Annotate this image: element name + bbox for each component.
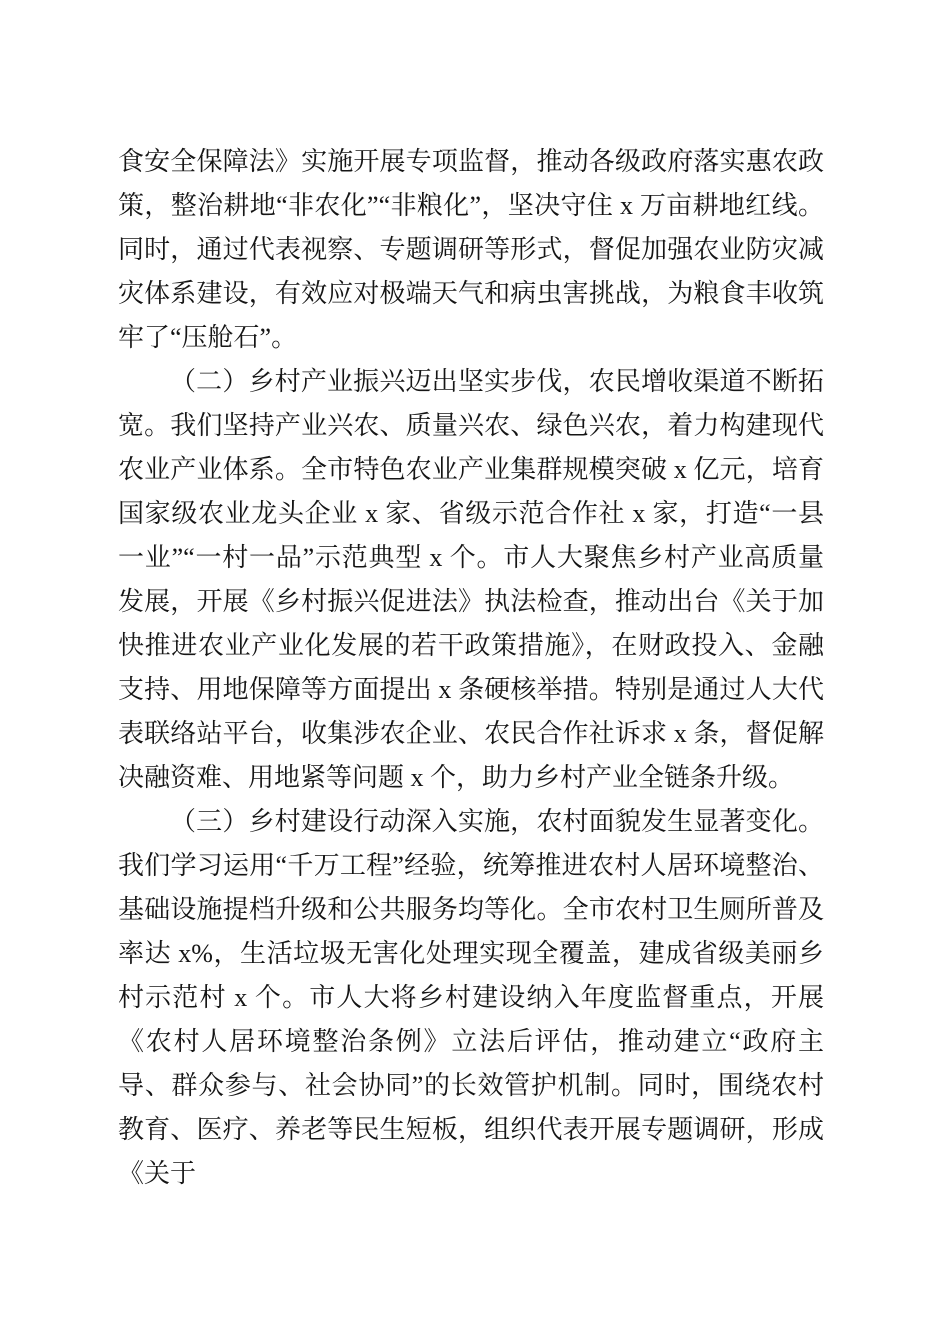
paragraph-grain-security-continuation: 食安全保障法》实施开展专项监督，推动各级政府落实惠农政策，整治耕地“非农化”“非粮化”，坚决守住 x 万亩耕地红线。同时，通过代表视察、专题调研等形式，督促加强农业防灾减灾体系建设，有效应对极端天气和病虫害挑战，为粮食丰收筑牢了“压舱石”。 (118, 147, 824, 352)
paragraph-section-3-rural-construction: （三）乡村建设行动深入实施，农村面貌发生显著变化。我们学习运用“千万工程”经验，统筹推进农村人居环境整治、基础设施提档升级和公共服务均等化。全市农村卫生厕所普及率达 x%，生活垃圾无害化处理实现全覆盖，建成省级美丽乡村示范村 x 个。市人大将乡村建设纳入年度监督重点，开展《农村人居环境整治条例》立法后评估，推动建立“政府主导、群众参与、社会协同”的长效管护机制。同时，围绕农村教育、医疗、养老等民生短板，组织代表开展专题调研，形成《关于 (118, 807, 824, 1188)
document-text-block (118, 140, 824, 1196)
paragraph-section-2-rural-industry: （二）乡村产业振兴迈出坚实步伐，农民增收渠道不断拓宽。我们坚持产业兴农、质量兴农、绿色兴农，着力构建现代农业产业体系。全市特色农业产业集群规模突破 x 亿元，培育国家级农业龙头企业 x 家、省级示范合作社 x 家，打造“一县一业”“一村一品”示范典型 x 个。市人大聚焦乡村产业高质量发展，开展《乡村振兴促进法》执法检查，推动出台《关于加快推进农业产业化发展的若干政策措施》，在财政投入、金融支持、用地保障等方面提出 x 条硬核举措。特别是通过人大代表联络站平台，收集涉农企业、农民合作社诉求 x 条，督促解决融资难、用地紧等问题 x 个，助力乡村产业全链条升级。 (118, 367, 824, 792)
